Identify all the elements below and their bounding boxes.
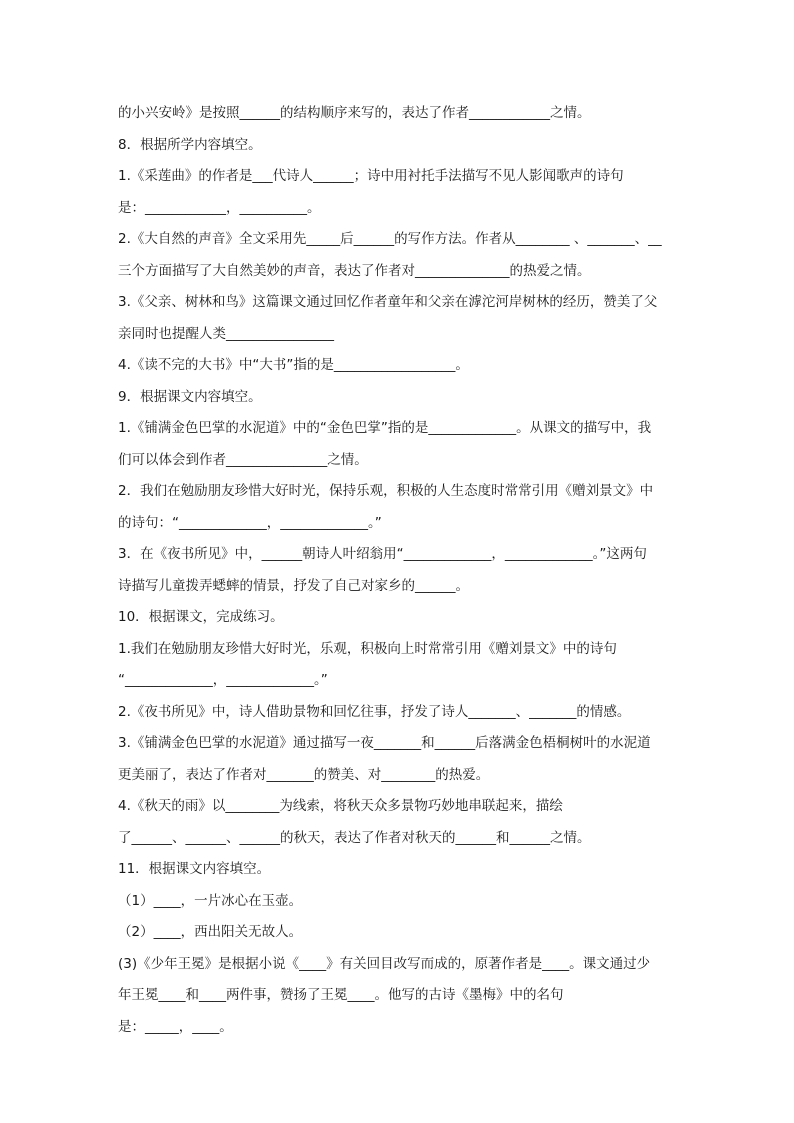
question-heading: 9．根据课文内容填空。 xyxy=(118,388,262,405)
text-line: 1.我们在勉励朋友珍惜大好时光，乐观，积极向上时常常引用《赠刘景文》中的诗句 xyxy=(118,640,617,657)
text-line: 年王冕____和____两件事，赞扬了王冕____。他写的古诗《墨梅》中的名句 xyxy=(118,987,564,1003)
text-line: 4.《秋天的雨》以________为线索，将秋天众多景物巧妙地串联起来，描绘 xyxy=(118,798,563,814)
text-line: 3.《父亲、树林和鸟》这篇课文通过回忆作者童年和父亲在滹沱河岸树林的经历，赞美了父 xyxy=(118,294,658,310)
text-line: 是：____________，__________。 xyxy=(118,199,321,216)
question-heading: 8．根据所学内容填空。 xyxy=(118,136,262,153)
text-line: 3.《铺满金色巴掌的水泥道》通过描写一夜_______和______后落满金色梧桐树叶的水泥道 xyxy=(118,735,651,751)
text-line: (3)《少年王冕》是根据小说《____》有关回目改写而成的，原著作者是____。课文通过少 xyxy=(118,955,651,972)
text-line: 2.《大自然的声音》全文采用先_____后______的写作方法。作者从________ 、_______、__ xyxy=(118,231,662,247)
question-heading: 11．根据课文内容填空。 xyxy=(118,861,271,877)
text-line: （1）____，一片冰心在玉壶。 xyxy=(118,892,303,909)
text-line: （2）____，西出阳关无故人。 xyxy=(118,924,303,940)
text-line: 三个方面描写了大自然美妙的声音，表达了作者对______________的热爱之情。 xyxy=(118,262,591,279)
text-line: 亲同时也提醒人类________________ xyxy=(118,325,334,342)
question-heading: 10．根据课文，完成练习。 xyxy=(118,609,284,625)
text-line: “_____________，_____________。” xyxy=(118,672,328,688)
text-line: 4.《读不完的大书》中“大书”指的是__________________。 xyxy=(118,357,469,373)
text-line: 是：_____，____。 xyxy=(118,1018,233,1035)
document-page xyxy=(118,98,680,1043)
text-line: 1.《铺满金色巴掌的水泥道》中的“金色巴掌”指的是_____________。从课文的描写中，我 xyxy=(118,420,652,436)
text-line: 更美丽了，表达了作者对_______的赞美、对________的热爱。 xyxy=(118,766,490,783)
text-line: 诗描写儿童拨弄蟋蟀的情景，抒发了自己对家乡的______。 xyxy=(118,577,469,594)
text-line: 3．在《夜书所见》中，______朝诗人叶绍翁用“_____________，_____________。”这两句 xyxy=(118,546,647,562)
text-line: 的诗句：“_____________，_____________。” xyxy=(118,514,382,531)
text-line: 1.《采莲曲》的作者是___代诗人______；诗中用衬托手法描写不见人影闻歌声的诗句 xyxy=(118,168,624,184)
text-line: 2.《夜书所见》中，诗人借助景物和回忆往事，抒发了诗人_______、_______的情感。 xyxy=(118,703,631,720)
text-line: 的小兴安岭》是按照______的结构顺序来写的，表达了作者____________之情。 xyxy=(118,105,591,121)
text-line: 了______、______、______的秋天，表达了作者对秋天的______和______之情。 xyxy=(118,829,591,846)
text-line: 们可以体会到作者_______________之情。 xyxy=(118,451,368,468)
text-line: 2．我们在勉励朋友珍惜大好时光，保持乐观，积极的人生态度时常常引用《赠刘景文》中 xyxy=(118,483,654,499)
